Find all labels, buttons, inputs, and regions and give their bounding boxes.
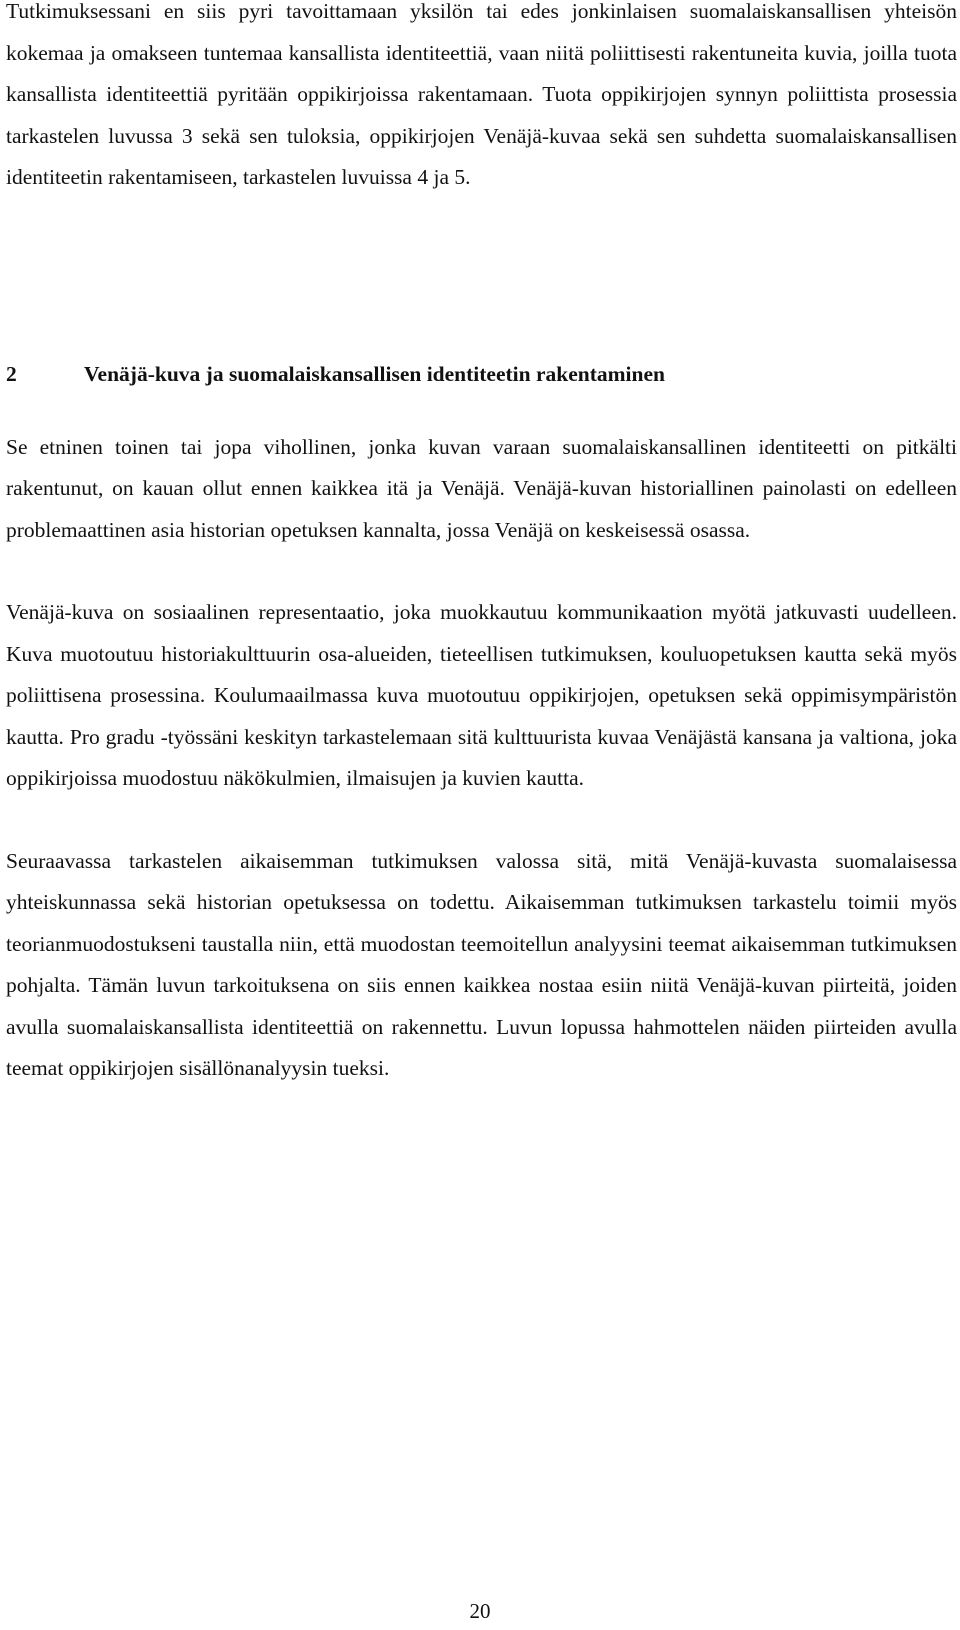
document-page bbox=[6, 0, 957, 1090]
body-paragraph: Tutkimuksessani en siis pyri tavoittamaan yksilön tai edes jonkinlaisen suomalaiskansallisen yhteisön kokemaa ja omakseen tuntemaa kansallista identiteettiä, vaan niitä poliittisesti rakentuneita kuvia, joilla tuota kansallista identiteettiä pyritään oppikirjoissa rakentamaan. Tuota oppikirjojen synnyn poliittista prosessia tarkastelen luvussa 3 sekä sen tuloksia, oppikirjojen Venäjä-kuvaa sekä sen suhdetta suomalaiskansallisen identiteetin rakentamiseen, tarkastelen luvuissa 4 ja 5. bbox=[6, 0, 957, 189]
body-paragraph: Seuraavassa tarkastelen aikaisemman tutkimuksen valossa sitä, mitä Venäjä-kuvasta suomalaisessa yhteiskunnassa sekä historian opetuksessa on todettu. Aikaisemman tutkimuksen tarkastelu toimii myös teorianmuodostukseni taustalla niin, että muodostan teemoitellun analyysini teemat aikaisemman tutkimuksen pohjalta. Tämän luvun tarkoituksena on siis ennen kaikkea nostaa esiin niitä Venäjä-kuvan piirteitä, joiden avulla suomalaiskansallista identiteettiä on rakennettu. Luvun lopussa hahmottelen näiden piirteiden avulla teemat oppikirjojen sisällönanalyysin tueksi. bbox=[6, 848, 957, 1080]
section-title: Venäjä-kuva ja suomalaiskansallisen identiteetin rakentaminen bbox=[84, 361, 665, 386]
body-paragraph: Venäjä-kuva on sosiaalinen representaatio, joka muokkautuu kommunikaation myötä jatkuvasti uudelleen. Kuva muotoutuu historiakulttuurin osa-alueiden, tieteellisen tutkimuksen, kouluopetuksen kautta sekä myös poliittisena prosessina. Koulumaailmassa kuva muotoutuu oppikirjojen, opetuksen sekä oppimisympäristön kautta. Pro gradu -työssäni keskityn tarkastelemaan sitä kulttuurista kuvaa Venäjästä kansana ja valtiona, joka oppikirjoissa muodostuu näkökulmien, ilmaisujen ja kuvien kautta. bbox=[6, 600, 957, 790]
body-paragraph: Se etninen toinen tai jopa vihollinen, jonka kuvan varaan suomalaiskansallinen identiteetti on pitkälti rakentunut, on kauan ollut ennen kaikkea itä ja Venäjä. Venäjä-kuvan historiallinen painolasti on edelleen problemaattinen asia historian opetuksen kannalta, jossa Venäjä on keskeisessä osassa. bbox=[6, 434, 957, 542]
page-number: 20 bbox=[469, 1599, 491, 1623]
section-number: 2 bbox=[6, 361, 17, 386]
section-heading bbox=[6, 359, 957, 389]
